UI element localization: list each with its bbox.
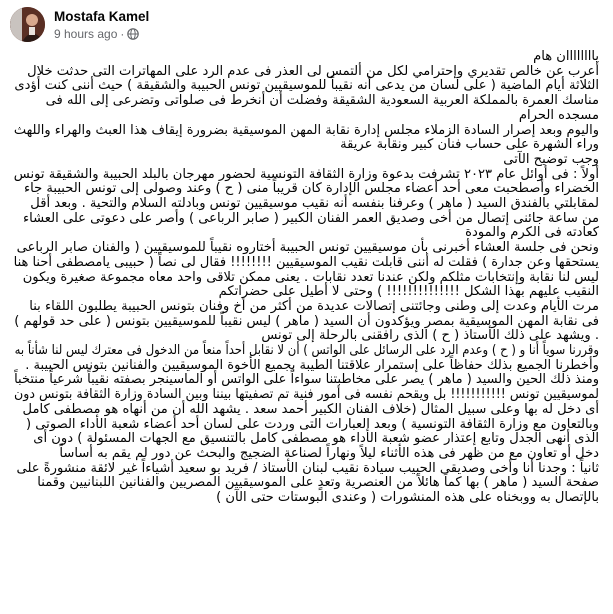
post-body [14, 50, 599, 614]
post-text-line: مسجده الحرام [518, 107, 599, 123]
post-text-line: لموسيقيين تونس !!!!!!!!!!! بل ويقحم نفسه فى أمور فنية تم تصفيتها بيننا وبين السادة وزارة الثقافة بتونس دون [14, 387, 599, 403]
post-text-line: دخل أو تعاون مع من ظهر فى هذه الأثناء ليلاً ونهاراً لصناعة الضجيج والبحث عن دور لم يقم به أساساً [59, 445, 599, 461]
post-header [0, 0, 613, 48]
post-text-line: فى نقابة المهن الموسيقية بمصر ويؤكدون أن السيد ( ماهر ) ليس نقيباً للموسيقيين بتونس ( على حد قولهم ) [14, 313, 599, 329]
post-text-line: كعادته فى الكرم والمودة [465, 225, 599, 241]
post-text-line: الخضراء وأصطحبت معى أحد أعضاء مجلس الإدارة كان قريباً منى ( ح ) وعند وصولى إلى تونس الحبيبة جاء [23, 181, 599, 197]
post-text-line: يستحقها وعن جدارة ) فقلت له أننى قابلت نقيب الموسيقيين !!!!!!!! فقال لى نصاً ( حبيبى يامصطفى أحنا هنا [14, 254, 599, 270]
post-text-line: وقررنا سوياً أنا و ( ح ) وعدم الرد على الرسائل على الواتس ) أن لا نقابل أحداً منعاً من الدخول فى معترك ليس لنا شأناً به [14, 343, 599, 359]
post-text-line: الذى أنهى الجدل وتابع إعتذار عضو شعبة الأداء هو مصطفى كامل بالتنسيق مع الجهات المسئولة ) دون أى [33, 431, 599, 447]
post-text-line: واليوم وبعد إصرار السادة الزملاء مجلس إدارة نقابة المهن الموسيقية بضرورة إيقاف هذا العبث والهراء واللهث [14, 122, 599, 138]
meta-separator: · [120, 27, 125, 41]
post-text-line: وراء الشهرة على حساب فنان كبير ونقابة عريقة [340, 137, 599, 153]
post-time[interactable]: 9 hours ago [54, 27, 118, 41]
post-text-line: ياااااااان هام [533, 50, 599, 64]
post-meta [54, 27, 139, 41]
post-text-line: وبالتعاون مع وزارة الثقافة التونسية ) وبعد العبارات التى وردت على لسان أحد أعضاء شعبة الأداء الصوتى ( [26, 416, 599, 432]
globe-icon[interactable] [127, 28, 139, 40]
profile-photo [10, 7, 45, 42]
post-text-line: بالإتصال به ووبخناه على هذه المنشورات ( وعندى البوستات حتى الآن ) [216, 490, 599, 506]
post-text-line: الثلاثة أيام الماضية ( على لسان من يدعى أنه نقيباً للموسيقيين تونس الحبيبة والشقيقة ) حيث أننى كنت أؤدى [14, 78, 599, 94]
post-text-line: مرت الأيام وعدت إلى وطنى وجائتنى إتصالات عديدة من أكثر من أخ وفنان بتونس الحبيبة يطلبون اللقاء بنا [29, 298, 599, 314]
post-text-line: أعرب عن خالص تقديري وإحترامي لكل من ألتمس لى العذر فى عدم الرد على المهاترات التى حدثت خلال [27, 63, 599, 79]
post-text-line: ومنذ ذلك الحين والسيد ( ماهر ) يصر على مخاطبتنا سواءاً على الواتس أو الماسينجر بصفته نقيباً شرعياً منتخباً [14, 372, 599, 388]
post-text-line: ليس لنا نقابة وإنتخابات مثلكم ولكن عندنا تعدد نقابات . يعنى ممكن تلاقى واحد معاه مجموعة صغيرة ويكون [22, 269, 599, 285]
post-text-line: أى دخل له بها وعلى سبيل المثال (خلاف الفنان الكبير أحمد سعد . يشهد الله أن من أنهاه هو مصطفى كامل [22, 401, 599, 417]
post-text-line: مناسك العمرة بالمملكة العربية السعودية الشقيقة وفضلت أن أنخرط فى صلواتى وتضرعى إلى الله فى [45, 93, 599, 109]
post-text-line: وأخطرنا الجميع بذلك حفاظاً على إستمرار علاقتنا الطيبة بجميع الأخوة الموسيقيين والفنانين بتونس الحبيبة . [25, 357, 599, 373]
author-name[interactable]: Mostafa Kamel [54, 9, 150, 24]
post-text-line: من ساعة جائنى إتصال من أخى وصديق العمر الفنان الكبير ( صابر الرباعى ) وأصر على دعوتى على العشاء [22, 210, 599, 226]
post-text-line: النقيب عليهم بهذا الشكل !!!!!!!!!!!!!! ) وحتى لا أطيل على حضراتكم [218, 284, 599, 300]
avatar[interactable] [10, 7, 45, 42]
post-text-line: ونحن فى جلسة العشاء أخبرنى بأن موسيقيين تونس الحبيبة أختاروه نقيباً للموسيقيين ( والفنان صابر الرباعى [16, 240, 599, 256]
post-text-line: ثانياً : وجدنا أنا وأخى وصديقى الحبيب سيادة نقيب لبنان الأستاذ / فريد بو سعيد أشياءاً غير لائقة منشورةً على [16, 460, 599, 476]
post-text-line: أولاً : فى أوائل عام ٢٠٢٣ تشرفت بدعوة وزارة الثقافة التونسية لحضور مهرجان بالبلد الحبيبة والشقيقة تونس [14, 166, 599, 182]
post-text-line: وجب توضيح الآتى [503, 151, 599, 167]
post-text-line: . ويشهد على ذلك الأستاذ ( ح ) الذى رافقنى بالرحلة إلى تونس [261, 328, 599, 344]
post-text-line: لمقابلتي بالفندق السيد ( ماهر ) وعرفنا بنفسه أنه نقيب موسيقيين تونس وبادلته السلام والتحية . وبعد أقل [30, 196, 599, 212]
post-text-line: صفحة السيد ( ماهر ) بها كماً هائلاً من العنصرية وتعدٍ على الموسيقيين المصريين والفنانين اللبنانيين وقمنا [37, 475, 599, 491]
